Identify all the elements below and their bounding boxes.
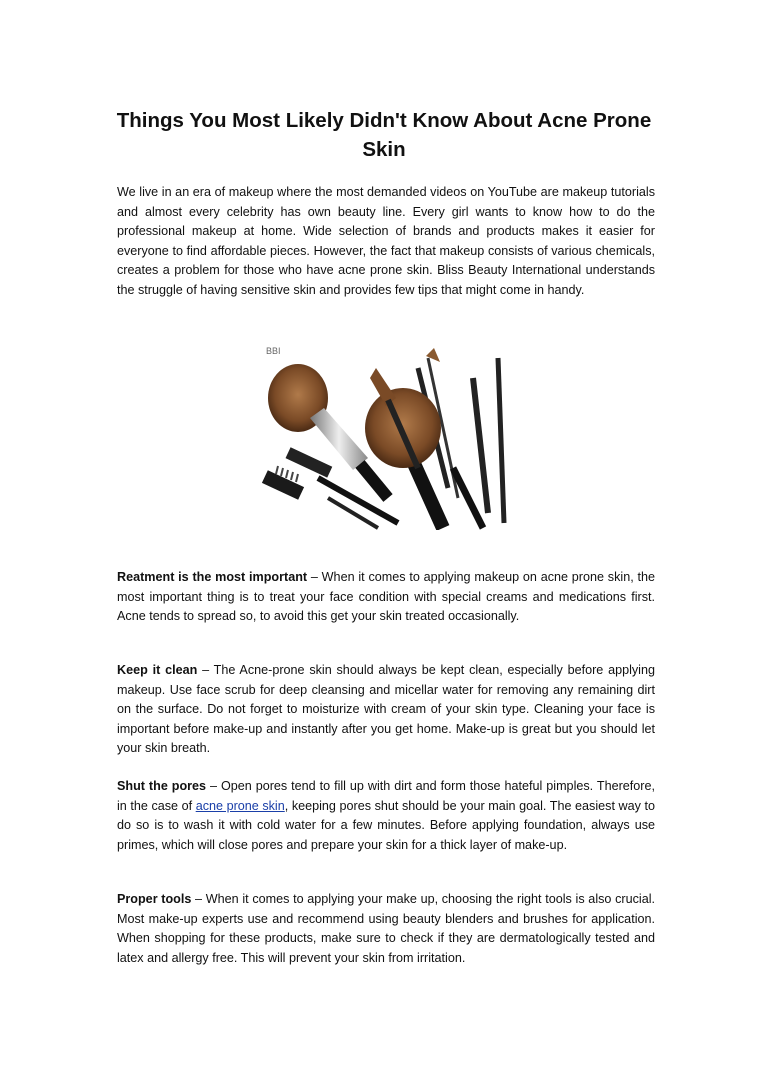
section-text: – The Acne-prone skin should always be kept clean, especially before applying makeup. Use face scrub for deep cleansing and micellar water for removing any remaining dirt on the surface. Do not forget to moisturize with cream of your skin type. Cleaning your face is important before make-up and instantly after you get home. Make-up is great but you should let your skin breath. <box>117 663 655 755</box>
intro-paragraph: We live in an era of makeup where the most demanded videos on YouTube are makeup tutorials and almost every celebrity has own beauty line. Every girl wants to know how to do the professional makeup at home. Wide selection of brands and products makes it easier for everyone to find affordable pieces. However, the fact that makeup consists of various chemicals, creates a problem for those who have acne prone skin. Bliss Beauty International understands the struggle of having sensitive skin and provides few tips that might come in handy. <box>117 185 655 297</box>
section-heading: Keep it clean <box>117 663 198 677</box>
makeup-brushes-image <box>258 338 508 530</box>
section-text: – When it comes to applying makeup on acne prone skin, the most important thing is to treat your face condition with special creams and medications first. Acne tends to spread so, to avoid this get your skin treated occasionally. <box>117 570 655 623</box>
section-heading: Proper tools <box>117 892 192 906</box>
image-logo: BBI <box>266 346 281 356</box>
section-heading: Shut the pores <box>117 779 207 793</box>
section-text: , keeping pores shut should be your main goal. The easiest way to do so is to wash it with cold water for a few minutes. Before applying foundation, always use primes, which will close pores and prepare your skin for a thick layer of make-up. <box>117 798 655 852</box>
acne-prone-skin-link[interactable]: acne prone skin <box>195 798 285 813</box>
section-heading: Reatment is the most important <box>117 570 308 584</box>
page-title: Things You Most Likely Didn't Know About Acne Prone Skin <box>116 108 652 161</box>
section-proper-tools <box>117 890 655 968</box>
section-text: – Open pores tend to fill up with dirt and form those hateful pimples. Therefore, in the case of <box>117 779 655 813</box>
section-text: – When it comes to applying your make up, choosing the right tools is also crucial. Most make-up experts use and recommend using beauty blenders and brushes for application. When shopping for these products, make sure to check if they are dermatologically tested and latex and allergy free. This will prevent your skin from irritation. <box>117 892 655 965</box>
section-treatment <box>117 568 655 627</box>
section-shut-pores <box>117 777 655 855</box>
section-keep-clean <box>117 661 655 759</box>
